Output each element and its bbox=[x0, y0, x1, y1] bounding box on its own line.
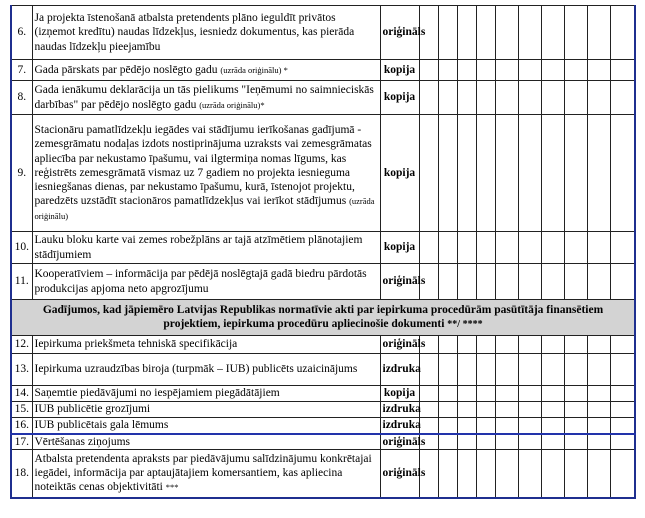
check-cell[interactable] bbox=[610, 418, 635, 434]
table-row bbox=[11, 81, 635, 115]
check-cell[interactable] bbox=[419, 418, 438, 434]
description-text: Gada pārskats par pēdējo noslēgto gadu bbox=[34, 63, 218, 76]
section-header-row bbox=[11, 300, 635, 336]
check-cell[interactable] bbox=[564, 450, 587, 498]
table-row bbox=[11, 6, 635, 60]
check-cell[interactable] bbox=[610, 354, 635, 386]
check-cell[interactable] bbox=[457, 81, 476, 115]
check-cell[interactable] bbox=[587, 81, 610, 115]
check-cell[interactable] bbox=[438, 115, 457, 232]
check-cell[interactable] bbox=[587, 354, 610, 386]
check-cell[interactable] bbox=[457, 386, 476, 402]
check-cell[interactable] bbox=[541, 81, 564, 115]
check-cell[interactable] bbox=[476, 232, 495, 264]
check-cell[interactable] bbox=[518, 232, 541, 264]
check-cell[interactable] bbox=[541, 115, 564, 232]
check-cell[interactable] bbox=[438, 232, 457, 264]
check-cell[interactable] bbox=[587, 434, 610, 450]
check-cell[interactable] bbox=[476, 434, 495, 450]
check-cell[interactable] bbox=[541, 354, 564, 386]
check-cell[interactable] bbox=[495, 60, 518, 81]
check-cell[interactable] bbox=[495, 450, 518, 498]
row-number: 14. bbox=[11, 386, 32, 402]
description-text: Iepirkuma uzraudzības biroja (turpmāk – IUB) publicēts uzaicinājums bbox=[34, 363, 358, 376]
description-text: Atbalsta pretendenta apraksts par piedāvājumu salīdzinājumu konkrētajai iegādei, informācija par aptaujātajiem komersantiem, kas apliecina noteiktās cenas objektivitāti bbox=[34, 452, 372, 494]
table-row bbox=[11, 386, 635, 402]
check-cell[interactable] bbox=[438, 402, 457, 418]
check-cell[interactable] bbox=[564, 115, 587, 232]
check-cell[interactable] bbox=[541, 336, 564, 354]
check-cell[interactable] bbox=[457, 354, 476, 386]
check-cell[interactable] bbox=[610, 6, 635, 60]
check-cell[interactable] bbox=[610, 81, 635, 115]
check-cell[interactable] bbox=[438, 450, 457, 498]
check-cell[interactable] bbox=[564, 336, 587, 354]
check-cell[interactable] bbox=[457, 336, 476, 354]
table-row bbox=[11, 402, 635, 418]
check-cell[interactable] bbox=[610, 402, 635, 418]
check-cell[interactable] bbox=[541, 402, 564, 418]
check-cell[interactable] bbox=[587, 450, 610, 498]
check-cell[interactable] bbox=[587, 115, 610, 232]
check-cell[interactable] bbox=[587, 402, 610, 418]
check-cell[interactable] bbox=[610, 115, 635, 232]
check-cell[interactable] bbox=[587, 6, 610, 60]
document-type: oriģināls bbox=[380, 450, 419, 498]
check-cell[interactable] bbox=[541, 6, 564, 60]
document-description bbox=[32, 354, 380, 386]
check-cell[interactable] bbox=[564, 6, 587, 60]
description-text: Ja projekta īstenošanā atbalsta pretendents plāno ieguldīt privātos (izņemot kredītu) naudas līdzekļus, iesniedz dokumentus, kas pierāda naudas līdzekļu pieejamību bbox=[34, 12, 355, 53]
row-number: 12. bbox=[11, 336, 32, 354]
check-cell[interactable] bbox=[457, 232, 476, 264]
check-cell[interactable] bbox=[564, 60, 587, 81]
check-cell[interactable] bbox=[419, 402, 438, 418]
description-note: *** bbox=[165, 482, 179, 493]
check-cell[interactable] bbox=[419, 232, 438, 264]
document-description bbox=[32, 6, 380, 60]
check-cell[interactable] bbox=[541, 386, 564, 402]
description-text: IUB publicētie grozījumi bbox=[34, 403, 151, 416]
check-cell[interactable] bbox=[476, 60, 495, 81]
check-cell[interactable] bbox=[564, 434, 587, 450]
row-number: 7. bbox=[11, 60, 32, 81]
check-cell[interactable] bbox=[495, 386, 518, 402]
check-cell[interactable] bbox=[587, 232, 610, 264]
check-cell[interactable] bbox=[438, 386, 457, 402]
check-cell[interactable] bbox=[564, 232, 587, 264]
check-cell[interactable] bbox=[476, 418, 495, 434]
description-text: Lauku bloku karte vai zemes robežplāns ar tajā atzīmētiem plānotajiem stādījumiem bbox=[34, 234, 363, 261]
row-number: 6. bbox=[11, 6, 32, 60]
check-cell[interactable] bbox=[495, 418, 518, 434]
section-header-note: **/ **** bbox=[447, 319, 483, 330]
document-description bbox=[32, 418, 380, 434]
check-cell[interactable] bbox=[564, 354, 587, 386]
document-type: izdruka bbox=[380, 402, 419, 418]
document-description bbox=[32, 81, 380, 115]
document-type: kopija bbox=[380, 81, 419, 115]
check-cell[interactable] bbox=[457, 450, 476, 498]
check-cell[interactable] bbox=[518, 6, 541, 60]
check-cell[interactable] bbox=[457, 60, 476, 81]
check-cell[interactable] bbox=[457, 418, 476, 434]
section-header bbox=[11, 300, 635, 336]
check-cell[interactable] bbox=[610, 434, 635, 450]
check-cell[interactable] bbox=[564, 264, 587, 300]
check-cell[interactable] bbox=[476, 386, 495, 402]
check-cell[interactable] bbox=[518, 386, 541, 402]
check-cell[interactable] bbox=[457, 115, 476, 232]
description-text: Iepirkuma priekšmeta tehniskā specifikācija bbox=[34, 338, 238, 351]
check-cell[interactable] bbox=[541, 434, 564, 450]
check-cell[interactable] bbox=[419, 354, 438, 386]
document-description bbox=[32, 386, 380, 402]
check-cell[interactable] bbox=[438, 418, 457, 434]
document-type: kopija bbox=[380, 232, 419, 264]
check-cell[interactable] bbox=[457, 402, 476, 418]
table-row bbox=[11, 264, 635, 300]
check-cell[interactable] bbox=[518, 81, 541, 115]
check-cell[interactable] bbox=[610, 232, 635, 264]
check-cell[interactable] bbox=[541, 232, 564, 264]
row-number: 16. bbox=[11, 418, 32, 434]
check-cell[interactable] bbox=[587, 386, 610, 402]
check-cell[interactable] bbox=[495, 232, 518, 264]
check-cell[interactable] bbox=[495, 354, 518, 386]
table-row bbox=[11, 232, 635, 264]
description-text: Stacionāru pamatlīdzekļu iegādes vai stādījumu ierīkošanas gadījumā - zemesgrāmatu nodaļas izdots nostiprinājuma uzraksts vai zemesgrāmatas apliecība par nekustamo īpašumu, vai ilgtermiņa nomas līgums, kas reģistrēts zemesgrāmatā vismaz uz 7 gadiem no projekta iesnieguma iesniegšanas dienas, par nekustamo īpašumu, kurā, īstenojot projektu, paredzēts uzstādīt stacionāros pamatlīdzekļus vai ierīkot stādījumus bbox=[34, 124, 372, 208]
description-note: (uzrāda oriģinālu)* bbox=[199, 99, 265, 110]
check-cell[interactable] bbox=[495, 81, 518, 115]
check-cell[interactable] bbox=[419, 115, 438, 232]
check-cell[interactable] bbox=[541, 418, 564, 434]
description-text: IUB publicētais gala lēmums bbox=[34, 419, 169, 432]
row-number: 11. bbox=[11, 264, 32, 300]
description-text: Gada ienākumu deklarācija un tās pielikums "Ieņēmumi no saimnieciskās darbības" par pēdējo noslēgto gadu bbox=[34, 84, 374, 111]
check-cell[interactable] bbox=[610, 450, 635, 498]
document-description bbox=[32, 264, 380, 300]
row-number: 13. bbox=[11, 354, 32, 386]
check-cell[interactable] bbox=[438, 434, 457, 450]
description-note: (uzrāda oriģinālu) * bbox=[220, 64, 288, 75]
check-cell[interactable] bbox=[495, 115, 518, 232]
description-text: Saņemtie piedāvājumi no iespējamiem piegādātājiem bbox=[34, 387, 280, 400]
check-cell[interactable] bbox=[587, 336, 610, 354]
check-cell[interactable] bbox=[495, 336, 518, 354]
check-cell[interactable] bbox=[476, 6, 495, 60]
check-cell[interactable] bbox=[438, 264, 457, 300]
check-cell[interactable] bbox=[518, 354, 541, 386]
check-cell[interactable] bbox=[518, 336, 541, 354]
check-cell[interactable] bbox=[476, 115, 495, 232]
check-cell[interactable] bbox=[438, 81, 457, 115]
check-cell[interactable] bbox=[457, 264, 476, 300]
check-cell[interactable] bbox=[541, 264, 564, 300]
document-description bbox=[32, 60, 380, 81]
check-cell[interactable] bbox=[438, 354, 457, 386]
check-cell[interactable] bbox=[610, 264, 635, 300]
check-cell[interactable] bbox=[610, 336, 635, 354]
table-row bbox=[11, 336, 635, 354]
check-cell[interactable] bbox=[476, 264, 495, 300]
check-cell[interactable] bbox=[438, 60, 457, 81]
check-cell[interactable] bbox=[564, 386, 587, 402]
row-number: 18. bbox=[11, 450, 32, 498]
row-number: 15. bbox=[11, 402, 32, 418]
check-cell[interactable] bbox=[518, 264, 541, 300]
check-cell[interactable] bbox=[564, 418, 587, 434]
row-number: 10. bbox=[11, 232, 32, 264]
document-description bbox=[32, 402, 380, 418]
description-text: Kooperatīviem – informācija par pēdējā noslēgtajā gadā biedru pārdotās produkcijas apjoma neto apgrozījumu bbox=[34, 268, 367, 295]
description-text: Vērtēšanas ziņojums bbox=[34, 435, 130, 448]
check-cell[interactable] bbox=[610, 60, 635, 81]
table-row bbox=[11, 60, 635, 81]
document-description bbox=[32, 336, 380, 354]
check-cell[interactable] bbox=[419, 60, 438, 81]
check-cell[interactable] bbox=[495, 6, 518, 60]
check-cell[interactable] bbox=[438, 6, 457, 60]
table-row bbox=[11, 450, 635, 498]
row-number: 17. bbox=[11, 434, 32, 450]
check-cell[interactable] bbox=[587, 60, 610, 81]
check-cell[interactable] bbox=[495, 434, 518, 450]
document-type: kopija bbox=[380, 386, 419, 402]
check-cell[interactable] bbox=[419, 386, 438, 402]
document-type: oriģināls bbox=[380, 6, 419, 60]
check-cell[interactable] bbox=[587, 264, 610, 300]
check-cell[interactable] bbox=[495, 264, 518, 300]
check-cell[interactable] bbox=[587, 418, 610, 434]
check-cell[interactable] bbox=[518, 402, 541, 418]
check-cell[interactable] bbox=[495, 402, 518, 418]
check-cell[interactable] bbox=[518, 60, 541, 81]
check-cell[interactable] bbox=[476, 450, 495, 498]
document-type: izdruka bbox=[380, 354, 419, 386]
check-cell[interactable] bbox=[564, 81, 587, 115]
document-type: oriģināls bbox=[380, 434, 419, 450]
table-row bbox=[11, 115, 635, 232]
check-cell[interactable] bbox=[476, 354, 495, 386]
document-description bbox=[32, 450, 380, 498]
check-cell[interactable] bbox=[541, 450, 564, 498]
check-cell[interactable] bbox=[518, 418, 541, 434]
documents-checklist-table bbox=[10, 5, 636, 499]
check-cell[interactable] bbox=[564, 402, 587, 418]
check-cell[interactable] bbox=[457, 434, 476, 450]
check-cell[interactable] bbox=[541, 60, 564, 81]
table-row bbox=[11, 434, 635, 450]
table-row bbox=[11, 354, 635, 386]
document-description bbox=[32, 115, 380, 232]
document-type: oriģināls bbox=[380, 264, 419, 300]
check-cell[interactable] bbox=[610, 386, 635, 402]
check-cell[interactable] bbox=[476, 402, 495, 418]
check-cell[interactable] bbox=[419, 81, 438, 115]
check-cell[interactable] bbox=[457, 6, 476, 60]
section-header-text: Gadījumos, kad jāpiemēro Latvijas Republikas normatīvie akti par iepirkuma procedūrām pasūtītāja finansētiem projektiem, iepirkuma procedūru apliecinošie dokumenti bbox=[42, 303, 604, 330]
document-description bbox=[32, 434, 380, 450]
check-cell[interactable] bbox=[518, 115, 541, 232]
description-note: (uzrāda oriģinālu) bbox=[34, 196, 375, 221]
check-cell[interactable] bbox=[518, 450, 541, 498]
check-cell[interactable] bbox=[518, 434, 541, 450]
row-number: 9. bbox=[11, 115, 32, 232]
check-cell[interactable] bbox=[438, 336, 457, 354]
document-type: izdruka bbox=[380, 418, 419, 434]
document-type: kopija bbox=[380, 115, 419, 232]
table-row bbox=[11, 418, 635, 434]
document-description bbox=[32, 232, 380, 264]
check-cell[interactable] bbox=[476, 336, 495, 354]
row-number: 8. bbox=[11, 81, 32, 115]
document-type: oriģināls bbox=[380, 336, 419, 354]
check-cell[interactable] bbox=[476, 81, 495, 115]
document-type: kopija bbox=[380, 60, 419, 81]
